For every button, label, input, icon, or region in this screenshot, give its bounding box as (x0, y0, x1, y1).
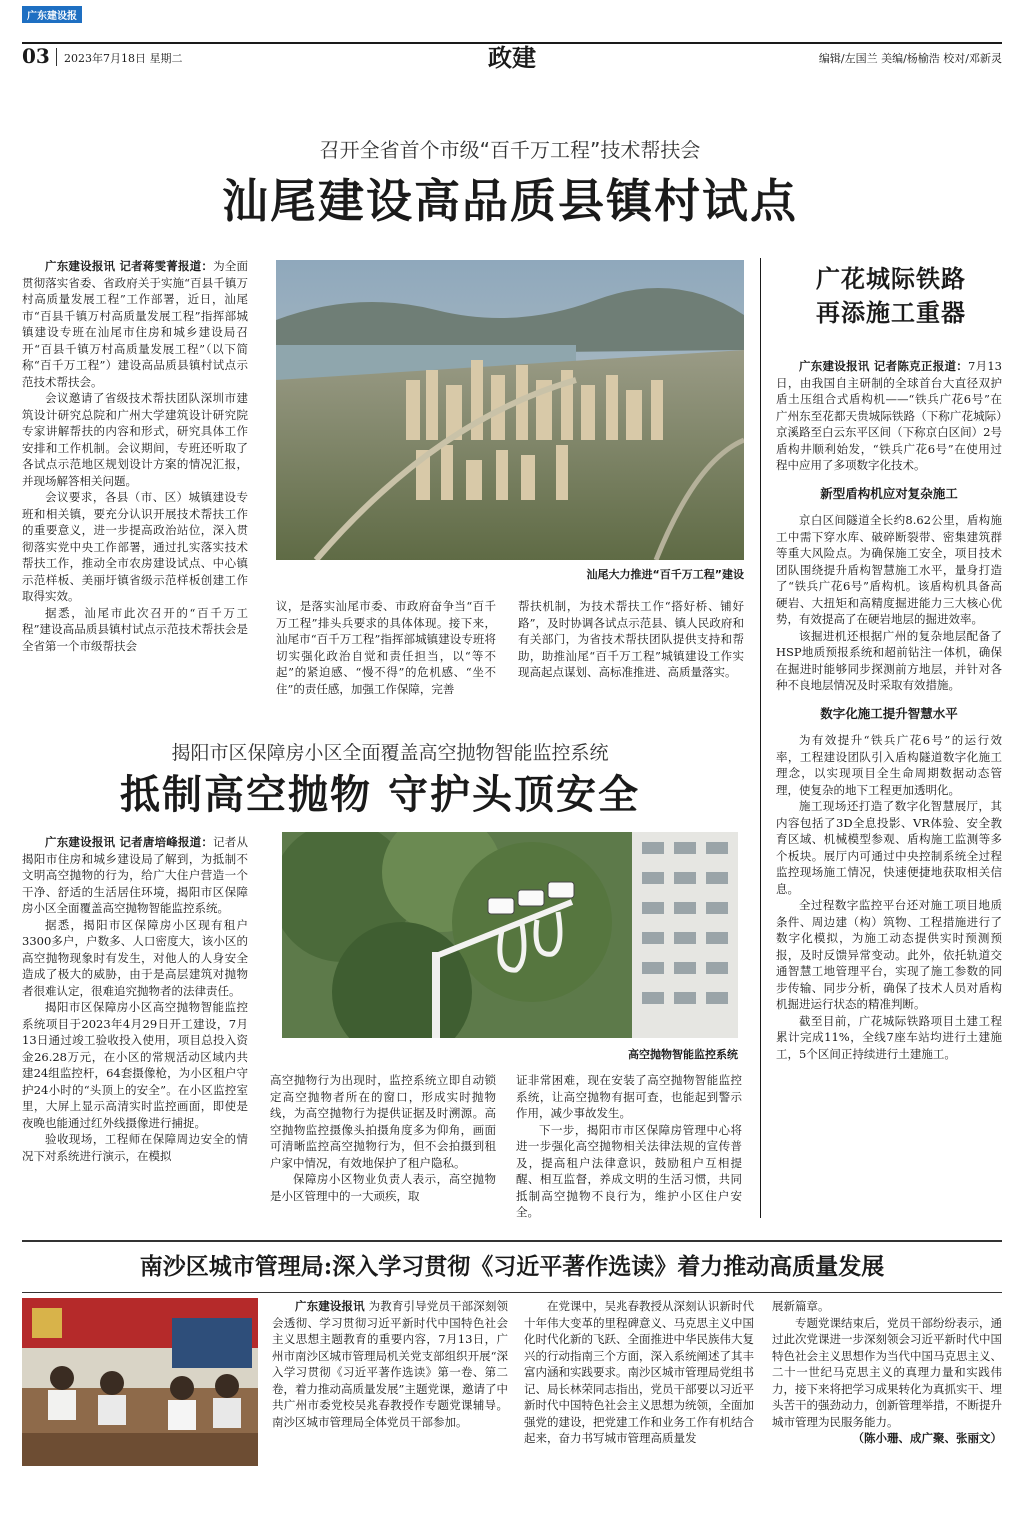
story4-byline: 广东建设报讯 (295, 1299, 365, 1313)
story1-photo-caption: 汕尾大力推进“百千万工程”建设 (586, 568, 744, 581)
story4-paragraph: 在党课中，吴兆春教授从深刻认识新时代十年伟大变革的里程碑意义、马克思主义中国化时代化新的飞跃、全面推进中华民族伟大复兴的行动指南三个方面，深入系统阐述了其丰富内涵和实践要求。南沙区城市管理局党组书记、局长林荣同志指出，党员干部要以习近平新时代中国特色社会主义思想为统领，全面加强党的建设，把党建工作和业务工作有机结合起来，奋力书写城市管理高质量发 (524, 1299, 754, 1445)
story4-headline: 南沙区城市管理局:深入学习贯彻《习近平著作选读》着力推动高质量发展 (139, 1253, 885, 1280)
story2-column-3 (516, 1072, 742, 1221)
story3-paragraph: 该掘进机还根据广州的复杂地层配备了HSP地质预报系统和超前钻注一体机，确保在掘进时能够同步探测前方地层，并针对各种不良地层情况及时采取有效措施。 (776, 628, 1002, 692)
story3-subhead-1: 新型盾构机应对复杂施工 (820, 485, 958, 501)
story1-byline: 广东建设报讯 记者蒋雯菁报道： (45, 259, 214, 273)
header-divider (56, 48, 57, 66)
section-title: 政建 (488, 44, 536, 72)
story2-kicker: 揭阳市区保障房小区全面覆盖高空抛物智能监控系统 (171, 742, 609, 764)
story4-paragraph: 为教育引导党员干部深刻领会透彻、学习贯彻习近平新时代中国特色社会主义思想主题教育的重要内容，7月13日，广州市南沙区城市管理局机关党支部组织开展“深入学习贯彻《习近平著作选读》第一卷、第二卷，着力推动高质量发展”主题党课，邀请了中共广州市委党校吴兆春教授作专题党课辅导。南沙区城市管理局全体党员干部参加。 (272, 1299, 509, 1429)
story3-paragraph: 截至目前，广花城际铁路项目土建工程累计完成11%，全线7座车站均进行土建施工，5个区间正持续进行土建施工。 (776, 1013, 1002, 1061)
story3-paragraph: 京白区间隧道全长约8.62公里，盾构施工中需下穿水库、破碎断裂带、密集建筑群等重大风险点。为确保施工安全，项目技术团队围绕提升盾构智慧施工水平，量身打造了“铁兵广花6号”盾构机。该盾构机具备高硬岩、大扭矩和高精度掘进能力三大核心优势，有效提高了在硬岩地层的掘进效率。 (776, 513, 1002, 626)
story1-paragraph: 议，是落实汕尾市委、市政府奋争当“百千万工程”排头兵要求的具体体现。接下来，汕尾市“百千万工程”指挥部城镇建设专班将切实强化政治自觉和责任担当，以“等不起”的紧迫感、“慢不得”的危机感、“坐不住”的责任感，加强工作保障，完善 (276, 599, 496, 696)
story3-paragraph: 施工现场还打造了数字化智慧展厅，其内容包括了3D全息投影、VR体验、安全教育区域、机械模型参观、盾构施工监测等多个板块。展厅内可通过中央控制系统全过程监控现场施工情况，快速便捷地获取相关信息。 (776, 799, 1002, 896)
story3-paragraph: 为有效提升“铁兵广花6号”的运行效率，工程建设团队引入盾构隧道数字化施工理念，以实现项目全生命周期数据动态管理，使复杂的地下工程更加透明化。 (776, 733, 1002, 797)
story1-column-2 (276, 598, 496, 697)
story4-headline-rule (22, 1292, 1002, 1293)
story4-credit: （陈小珊、成广聚、张丽文） (852, 1431, 1002, 1445)
story3-subhead-2: 数字化施工提升智慧水平 (820, 705, 958, 721)
story2-paragraph: 据悉，揭阳市区保障房小区现有租户3300多户，户数多、人口密度大，该小区的高空抛物现象时有发生，对他人的人身安全造成了极大的威胁，由于是高层建筑对抛物者很难认定，很难追究抛物者的法律责任。 (22, 917, 248, 998)
story4-top-rule (22, 1240, 1002, 1242)
story2-paragraph: 记者从揭阳市住房和城乡建设局了解到，为抵制不文明高空抛物的行为，给广大住户营造一个干净、舒适的生活居住环境，揭阳市区保障房小区全面覆盖高空抛物智能监控系统。 (22, 835, 248, 915)
header-rule (22, 42, 1002, 44)
story4-column-1 (272, 1298, 508, 1430)
story1-column-1 (22, 258, 248, 654)
shanwei-city-photo (276, 260, 744, 560)
story2-column-1 (22, 834, 248, 1164)
story1-paragraph: 帮扶机制，为技术帮扶工作“搭好桥、铺好路”，及时协调各试点示范县、镇人民政府和有关部门，为省技术帮扶团队提供支持和帮助，助推汕尾“百千万工程”城镇建设工作实现高起点谋划、高标准推进、高质量落实。 (518, 599, 744, 679)
story2-paragraph: 高空抛物行为出现时，监控系统立即自动锁定高空抛物者所在的窗口，形成实时抛物线，为高空抛物行为提供证据及时溯源。高空抛物监控摄像头拍摄角度多为仰角，画面可清晰监控高空抛物行为，但不会拍摄到租户家中情况，有效地保护了租户隐私。 (270, 1073, 496, 1170)
story1-kicker: 召开全省首个市级“百千万工程”技术帮扶会 (319, 138, 701, 162)
masthead-logo: 广东建设报 (22, 6, 82, 23)
story1-paragraph: 据悉，汕尾市此次召开的“百千万工程”建设高品质县镇村试点示范技术帮扶会是全省第一个市级帮扶会 (22, 605, 248, 653)
story4-paragraph: 专题党课结束后，党员干部纷纷表示，通过此次党课进一步深刻领会习近平新时代中国特色社会主义思想作为当代中国马克思主义、二十一世纪马克思主义的真理力量和实践伟力，接下来将把学习成果转化为真抓实干、埋头苦干的强劲动力，创新管理举措，不断提升城市管理为民服务能力。 (772, 1315, 1002, 1429)
story2-column-2 (270, 1072, 496, 1204)
story1-paragraph: 会议要求，各县（市、区）城镇建设专班和相关镇，要充分认识开展技术帮扶工作的重要意义，进一步提高政治站位，深入贯彻落实党中央工作部署，通过扎实落实技术帮扶工作，推动全市农房建设试点、中心镇示范样板、美丽圩镇省级示范样板创建工作取得实效。 (22, 490, 248, 603)
story2-paragraph: 保障房小区物业负责人表示，高空抛物是小区管理中的一大顽疾，取 (270, 1172, 496, 1203)
story3-headline-line1: 广花城际铁路 (816, 264, 966, 293)
story3-body (776, 358, 1002, 1062)
story1-paragraph: 为全面贯彻落实省委、省政府关于实施“百县千镇万村高质量发展工程”工作部署，近日，汕尾市“百县千镇万村高质量发展工程”指挥部城镇建设专班在汕尾市住房和城乡建设局召开“百县千镇万村高质量发展工程”（以下简称“百千万工程”）建设高品质县镇村试点示范技术帮扶会。 (22, 259, 248, 389)
story1-headline: 汕尾建设高品质县镇村试点 (222, 174, 798, 228)
story3-paragraph: 7月13日，由我国自主研制的全球首台大直径双护盾土压组合式盾构机——“铁兵广花6号”在广州东至花都天贵城际铁路（下称广花城际）京溪路至白云东平区间（下称京白区间）2号盾构井顺利始发，“铁兵广花6号”在使用过程中应用了多项数字化技术。 (776, 359, 1002, 472)
party-lecture-photo (22, 1298, 258, 1466)
issue-date: 2023年7月18日 星期二 (64, 52, 183, 65)
story4-paragraph: 展新篇章。 (772, 1299, 830, 1313)
story2-paragraph: 验收现场，工程师在保障周边安全的情况下对系统进行演示，在模拟 (22, 1132, 248, 1163)
page-number: 03 (22, 44, 50, 68)
story3-headline (780, 262, 1002, 330)
story2-paragraph: 证非常困难，现在安装了高空抛物智能监控系统，让高空抛物有据可查，也能起到警示作用，减少事故发生。 (516, 1073, 742, 1120)
surveillance-camera-photo (282, 832, 738, 1038)
story1-paragraph: 会议邀请了省级技术帮扶团队深圳市建筑设计研究总院和广州大学建筑设计研究院专家讲解帮扶的内容和形式，研究具体工作安排和工作机制。会议期间，专班还听取了各试点示范地区规划设计方案的情况汇报，并现场解答相关问题。 (22, 391, 248, 488)
story3-byline: 广东建设报讯 记者陈克正报道： (799, 359, 969, 373)
story2-photo-caption: 高空抛物智能监控系统 (628, 1048, 738, 1061)
story4-column-2 (524, 1298, 754, 1447)
column-divider (760, 258, 761, 1218)
story3-headline-line2: 再添施工重器 (816, 298, 966, 327)
story2-paragraph: 下一步，揭阳市市区保障房管理中心将进一步强化高空抛物相关法律法规的宣传普及，提高租户法律意识，鼓励租户互相提醒、相互监督，养成文明的生活习惯，共同抵制高空抛物不良行为，维护小区住户安全。 (516, 1122, 742, 1219)
story2-paragraph: 揭阳市区保障房小区高空抛物智能监控系统项目于2023年4月29日开工建设，7月13日通过竣工验收投入使用，项目总投入资金26.28万元，在小区的常规活动区域内共建24组监控杆，64套摄像枪，为小区租户守护24小时的“头顶上的安全”。在小区监控室里，大屏上显示高清实时监控画面，即使是夜晚也能通过红外线摄像进行捕捉。 (22, 1000, 248, 1130)
story4-column-3 (772, 1298, 1002, 1447)
editor-credits: 编辑/左国兰 美编/杨榆浩 校对/邓新灵 (818, 52, 1002, 65)
story2-byline: 广东建设报讯 记者唐培峰报道： (45, 835, 214, 849)
story1-column-3 (518, 598, 744, 681)
story2-headline: 抵制高空抛物 守护头顶安全 (120, 771, 640, 818)
story3-paragraph: 全过程数字监控平台还对施工项目地质条件、周边建（构）筑物、工程措施进行了数字化模拟，为施工动态提供实时预测预报，及时反馈异常变动。此外，依托轨道交通智慧工地管理平台，实现了施工参数的同步传输、同步分析，确保了技术人员对盾构机掘进运行状态的精准判断。 (776, 898, 1002, 1011)
